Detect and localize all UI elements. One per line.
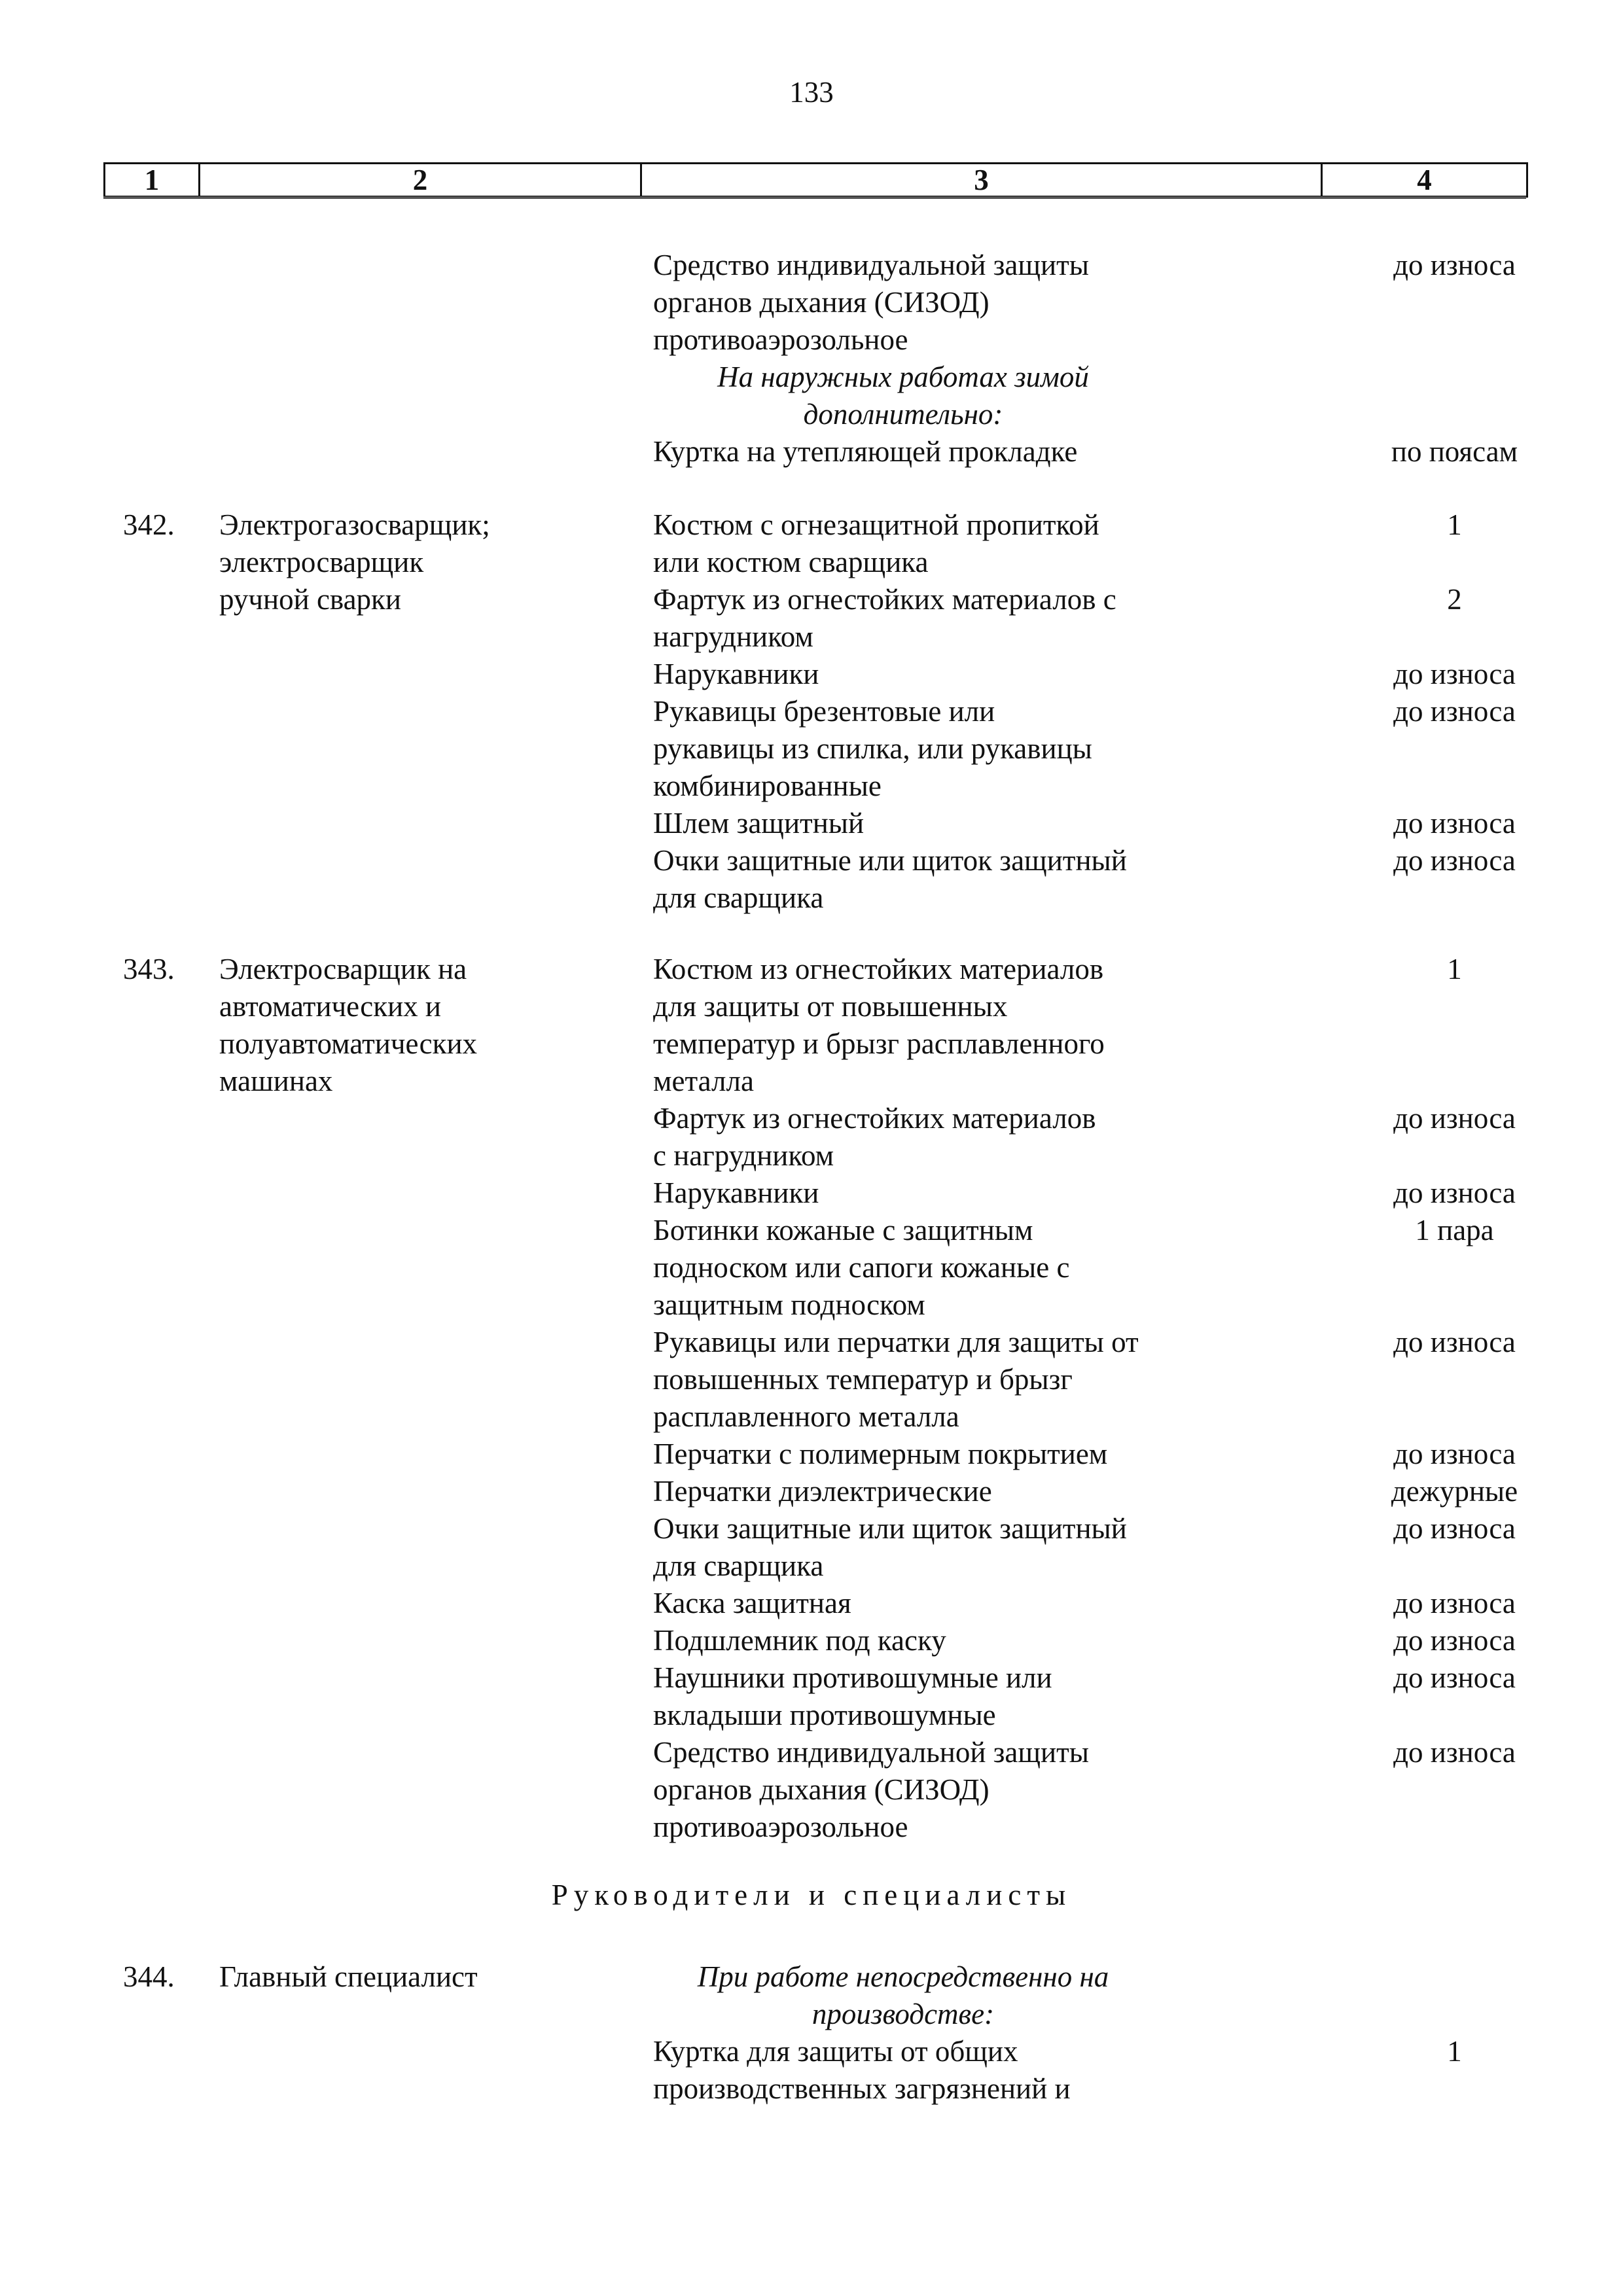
item-line: Каска защитная xyxy=(653,1587,851,1619)
item-line: с нагрудником xyxy=(653,1139,834,1172)
item-line: подноском или сапоги кожаные с xyxy=(653,1251,1070,1284)
profession-line: ручной сварки xyxy=(219,583,401,616)
item-line: Ботинки кожаные с защитным xyxy=(653,1214,1033,1246)
column-header-4: 4 xyxy=(1322,164,1527,197)
item-quantity: по поясам xyxy=(1391,435,1518,468)
profession-line: Электросварщик на xyxy=(219,953,467,985)
item-quantity: 1 пара xyxy=(1415,1214,1494,1246)
profession-line: автоматических и xyxy=(219,990,442,1023)
item-quantity: 1 xyxy=(1447,953,1462,985)
item-line: комбинированные xyxy=(653,769,882,802)
item-line: защитным подноском xyxy=(653,1288,925,1321)
profession-line: Электрогазосварщик; xyxy=(219,508,490,541)
condition-note: производстве: xyxy=(812,1998,995,2030)
section-title: Руководители и специалисты xyxy=(551,1879,1072,1911)
item-line: Средство индивидуальной защиты xyxy=(653,249,1090,281)
item-line: Очки защитные или щиток защитный xyxy=(653,1512,1127,1545)
item-line: Костюм с огнезащитной пропиткой xyxy=(653,508,1099,541)
item-line: или костюм сварщика xyxy=(653,546,929,578)
item-line: Костюм из огнестойких материалов xyxy=(653,953,1104,985)
item-quantity: до износа xyxy=(1393,1176,1516,1209)
item-line: рукавицы из спилка, или рукавицы xyxy=(653,732,1092,765)
item-quantity: дежурные xyxy=(1391,1475,1518,1508)
item-line: Перчатки с полимерным покрытием xyxy=(653,1438,1108,1470)
column-header-row xyxy=(103,162,1528,198)
item-line: повышенных температур и брызг xyxy=(653,1363,1073,1396)
item-quantity: до износа xyxy=(1393,1624,1516,1657)
entry-number: 342. xyxy=(123,508,175,541)
item-line: расплавленного металла xyxy=(653,1400,959,1433)
column-header-2: 2 xyxy=(200,164,641,197)
item-line: для защиты от повышенных xyxy=(653,990,1008,1023)
item-line: вкладыши противошумные xyxy=(653,1699,996,1731)
item-line: Средство индивидуальной защиты xyxy=(653,1736,1090,1769)
item-quantity: до износа xyxy=(1393,1438,1516,1470)
item-line: Куртка на утепляющей прокладке xyxy=(653,435,1078,468)
entry-number: 344. xyxy=(123,1960,175,1993)
item-line: Фартук из огнестойких материалов xyxy=(653,1102,1096,1135)
item-line: нагрудником xyxy=(653,620,813,653)
profession-line: электросварщик xyxy=(219,546,424,578)
item-line: Наушники противошумные или xyxy=(653,1661,1052,1694)
item-line: органов дыхания (СИЗОД) xyxy=(653,286,990,319)
item-quantity: до износа xyxy=(1393,1102,1516,1135)
item-quantity: 1 xyxy=(1447,2035,1462,2068)
item-quantity: до износа xyxy=(1393,1326,1516,1358)
profession-line: Главный специалист xyxy=(219,1960,478,1993)
item-line: Рукавицы или перчатки для защиты от xyxy=(653,1326,1139,1358)
item-line: температур и брызг расплавленного xyxy=(653,1027,1105,1060)
condition-note: При работе непосредственно на xyxy=(697,1960,1109,1993)
item-line: Очки защитные или щиток защитный xyxy=(653,844,1127,877)
item-quantity: до износа xyxy=(1393,807,1516,839)
column-header-3: 3 xyxy=(641,164,1322,197)
item-line: Перчатки диэлектрические xyxy=(653,1475,992,1508)
item-line: противоаэрозольное xyxy=(653,323,908,356)
header-underline xyxy=(103,196,1526,199)
item-line: производственных загрязнений и xyxy=(653,2072,1071,2105)
profession-line: машинах xyxy=(219,1065,333,1097)
item-line: металла xyxy=(653,1065,754,1097)
item-quantity: до износа xyxy=(1393,249,1516,281)
profession-line: полуавтоматических xyxy=(219,1027,478,1060)
item-line: Фартук из огнестойких материалов с xyxy=(653,583,1116,616)
item-line: для сварщика xyxy=(653,881,824,914)
item-line: Шлем защитный xyxy=(653,807,865,839)
condition-note: На наружных работах зимой xyxy=(717,361,1089,393)
item-line: противоаэрозольное xyxy=(653,1810,908,1843)
condition-note: дополнительно: xyxy=(803,398,1003,431)
item-quantity: до износа xyxy=(1393,1512,1516,1545)
item-line: для сварщика xyxy=(653,1549,824,1582)
item-line: Рукавицы брезентовые или xyxy=(653,695,995,728)
item-line: Нарукавники xyxy=(653,1176,819,1209)
page-number: 133 xyxy=(789,76,834,109)
item-line: Подшлемник под каску xyxy=(653,1624,946,1657)
column-header-1: 1 xyxy=(105,164,200,197)
item-quantity: до износа xyxy=(1393,1587,1516,1619)
item-quantity: до износа xyxy=(1393,695,1516,728)
item-quantity: до износа xyxy=(1393,844,1516,877)
item-quantity: до износа xyxy=(1393,1661,1516,1694)
item-quantity: до износа xyxy=(1393,1736,1516,1769)
item-quantity: 2 xyxy=(1447,583,1462,616)
item-line: органов дыхания (СИЗОД) xyxy=(653,1773,990,1806)
item-line: Куртка для защиты от общих xyxy=(653,2035,1018,2068)
item-line: Нарукавники xyxy=(653,658,819,690)
item-quantity: до износа xyxy=(1393,658,1516,690)
entry-number: 343. xyxy=(123,953,175,985)
item-quantity: 1 xyxy=(1447,508,1462,541)
